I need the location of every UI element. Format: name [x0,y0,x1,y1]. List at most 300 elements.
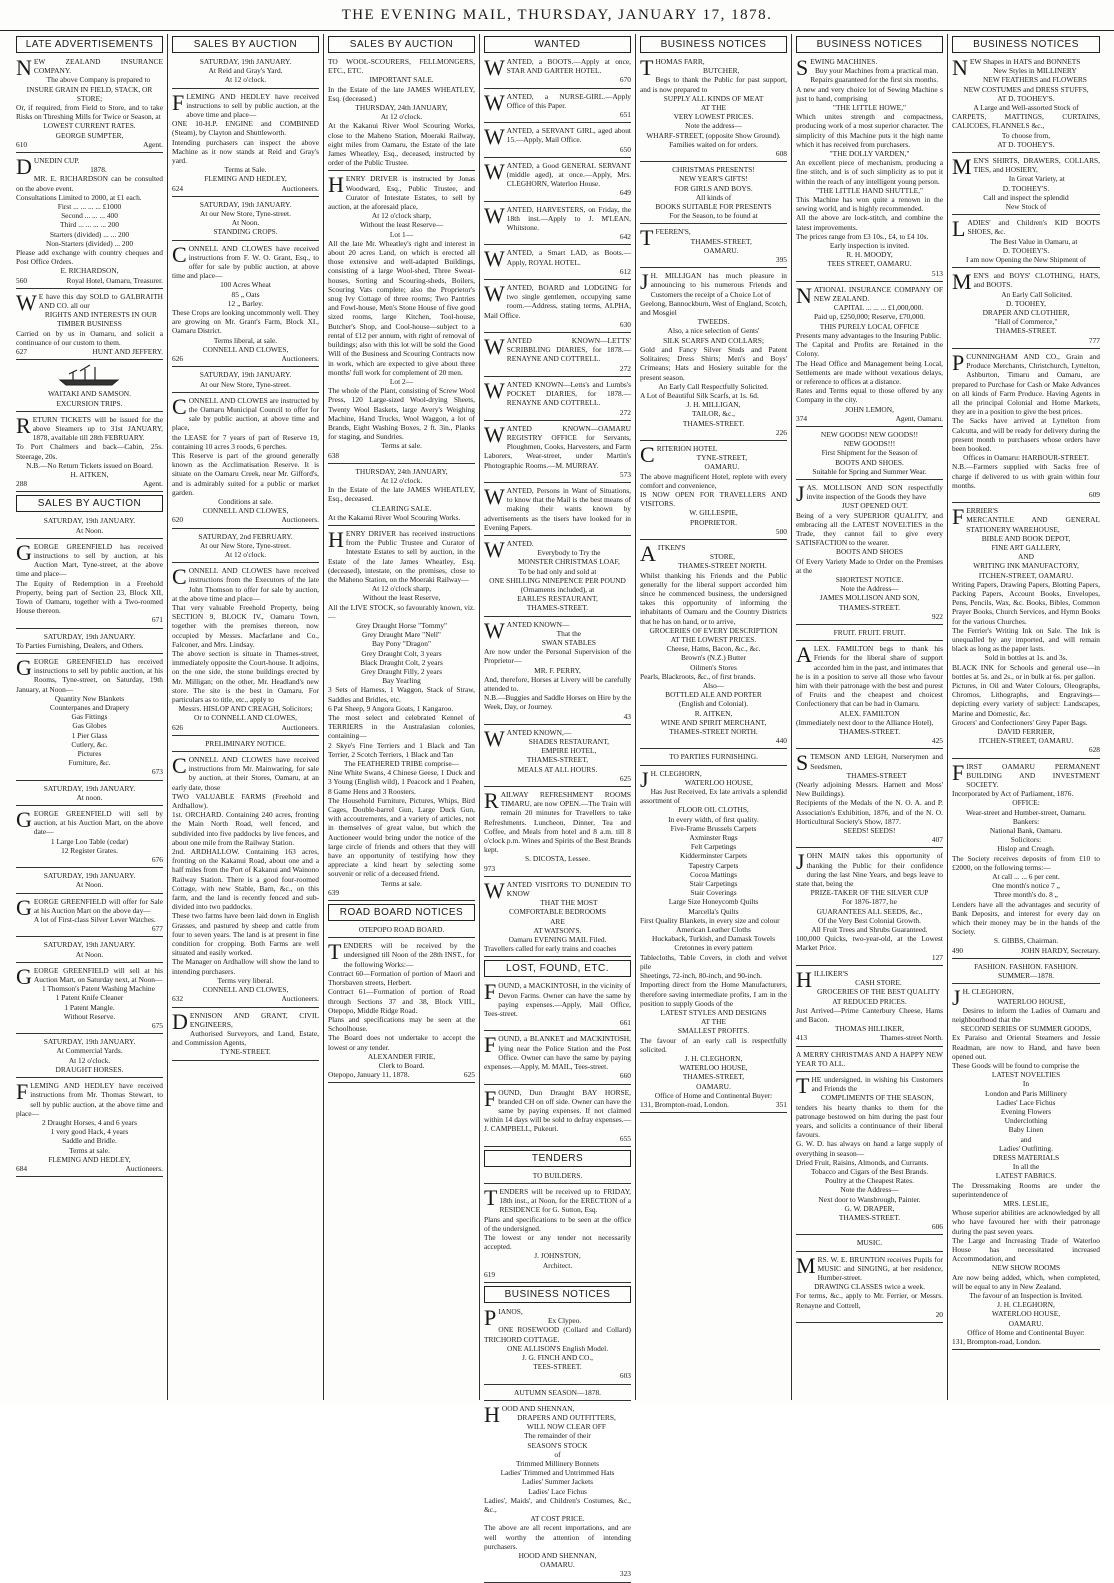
ad-number: 490 [952,945,964,955]
drop-cap: F [952,504,965,530]
ad-line: At Noon. [231,218,260,228]
ad-line: ONE SHILLING NINEPENCE PER POUND [489,575,626,585]
advertisement [16,539,163,625]
ad-number: 639 [328,887,340,897]
ad-signature: 351 [775,1099,787,1109]
ad-line: The Sacks have arrived at Lyttelton from Calcutta, and will be ready for delivery during the present month to purchasers whose orders have been booked. [952,416,1100,453]
ad-line: To Parties Furnishing, Dealers, and Others. [16,640,144,650]
ad-line: WHARF-STREET, (opposite Show Ground). [646,130,781,140]
advertisement [640,227,787,264]
ad-line: RS. W. E. BRUNTON receives Pupils for MUSIC and SINGING, at her residence, Humber-street. [817,1254,943,1282]
drop-cap: P [484,1304,497,1330]
ad-line: JOHN LEMON, [845,404,894,414]
ad-divider [16,805,163,806]
ad-divider [484,1030,631,1031]
ad-signature: 608 [775,149,787,159]
advertisement [16,1081,163,1173]
ad-line: LATEST STYLES AND DESIGNS [660,1007,767,1017]
ad-signature: Auctioneers. [281,183,319,193]
ad-number: 627 [16,347,28,357]
drop-cap: H [328,172,344,198]
ad-line: In all the [1012,1162,1040,1172]
ad-line: Ex Paraiso and Oriental Steamers and Jessie Readman, are now to Hand, and have been opened out. [952,1033,1100,1061]
section-header: LOST, FOUND, ETC. [484,960,631,977]
ad-line: Non-Starters (divided) ... 200 [45,238,134,248]
ad-line: EORGE GREENFIELD will offer for Sale at his Auction Mart on the above day— [33,896,163,915]
ad-line: Terms at sale. [381,441,422,451]
ad-line: Carried on by us in Oamaru, and solicit a continuance of our custom to them. [16,328,163,347]
drop-cap: J [952,985,961,1011]
ad-footer [172,723,319,732]
advertisement [640,766,787,1110]
ad-number: 413 [796,1033,808,1043]
ad-divider [16,152,163,153]
column-4 [480,34,636,1579]
ad-line: This Machine has won quite a renown in the sewing world, and is highly recommended. [796,195,943,214]
ad-line: Counterpanes and Drapery [49,702,130,712]
ad-line: OAMARU. [696,1081,731,1091]
ad-line: At 12 o'clock. [380,112,423,122]
ad-line: Bay Pony "Dragon" [372,639,431,649]
ad-line: In the Estate of the late JAMES WHEATLEY, Esq., deceased. [328,485,475,504]
advertisement [484,877,631,954]
ad-line: AT D. TOOHEY'S. [997,139,1055,149]
ad-line: Architect. [542,1260,573,1270]
ad-signature: 677 [151,924,163,934]
drop-cap: J [640,766,649,792]
ad-footer [484,1134,631,1143]
drop-cap: F [484,1032,497,1058]
ad-line: At 12 o'clock sharp, [371,211,432,221]
ad-line: Hislop and Creagh. [997,844,1055,854]
ad-signature: 407 [931,835,943,845]
column-5 [636,34,792,1400]
ad-line: IMPORTANT SALE. [369,75,434,85]
ad-line: CONNELL AND CLOWES, [202,506,289,516]
ad-line: The Dressmaking Rooms are under the superintendence of [952,1180,1100,1199]
steamship-illustration [16,363,163,387]
ad-line: Messrs. HISLOP AND CREAGH, Solicitors; [178,704,313,714]
ad-line: ENDERS will be received by the undersigned till Noon of the 28th INST., for the following Works:— [343,941,475,969]
ad-line: BOOKS SUITABLE FOR PRESENTS [655,202,772,212]
ad-divider [484,244,631,245]
advertisement [484,1304,631,1381]
ad-footer [640,428,787,437]
ad-line: PROPRIETOR. [690,517,737,527]
ad-signature: 513 [931,268,943,278]
advertisement [952,759,1100,955]
ad-divider [484,956,631,957]
ad-line: TO PARTIES FURNISHING. [669,752,758,762]
advertisement [640,752,787,761]
ad-line: THAMES-STREET. [682,418,745,428]
ad-line: Which unites strength and compactness, producing work of a most superior character. The simplicity of this Machine puts it the high name which it has received from purchasers. [796,112,943,149]
ad-divider [952,758,1100,759]
ad-line: EORGE GREENFIELD has received instructions to sell by auction, at his Auction Mart, Tyne-street, at the above time and place— [16,541,163,579]
ad-line: THAMES-STREET. [838,602,901,612]
drop-cap: G [16,963,32,989]
ad-line: MONSTER CHRISTMAS LOAF, [517,557,620,567]
ad-number: 619 [484,1269,496,1279]
ad-signature: 625 [619,773,631,783]
advertisement [172,739,319,748]
ad-divider [796,281,943,282]
ad-line: At 12 o'clock. [380,475,423,485]
ad-footer [328,1070,475,1079]
ad-line: A MERRY CHRISTMAS AND A HAPPY NEW YEAR TO ALL. [796,1049,943,1068]
advertisement [484,1034,631,1080]
ad-footer [16,615,163,624]
ad-line: Suitable for Spring and Summer Wear. [812,466,927,476]
ad-line: "THE DOLLY VARDEN," [829,149,910,159]
ad-line: THAMES-STREET [846,770,907,780]
ad-signature: Royal Hotel, Oamaru, Treasurer. [66,275,163,285]
ad-line: American Leather Cloths [676,925,751,935]
ad-line: ITCHEN-STREET, OAMARU. [978,736,1074,746]
ad-divider [16,359,163,360]
ad-number: 632 [172,994,184,1004]
drop-cap: N [796,282,812,308]
ad-line: PRELIMINARY NOTICE. [205,738,286,748]
ad-divider [640,440,787,441]
ad-signature: 440 [775,736,787,746]
ad-divider [796,847,943,848]
ad-line: UNEDIN CUP. [33,156,80,166]
ad-line: Also, a nice selection of Gents' [667,326,760,336]
advertisement [484,981,631,1027]
ad-signature: 676 [151,855,163,865]
ad-line: ILLIKER'S [813,968,849,978]
advertisement [952,271,1100,345]
advertisement [484,336,631,373]
ad-signature: 226 [775,427,787,437]
ad-signature: Auctioneers. [281,515,319,525]
ad-line: Being of a very SUPERIOR QUALITY, and embracing all the LATEST NOVELTIES in the Trade, they cannot fail to give every SATISFACTION to the wearer. [796,510,943,548]
advertisement [796,57,943,278]
ad-line: Please add exchange with country cheques and Post Office Orders. [16,248,163,267]
ad-divider [796,1251,943,1252]
ad-line: WATERLOO HOUSE, [679,1063,748,1073]
ad-line: Office of Home and Continental Buyer: [967,1327,1085,1337]
ad-number: 374 [796,413,808,423]
ad-divider [484,876,631,877]
advertisement [16,1037,163,1074]
ad-line: FLOOR OIL CLOTHS, [678,805,749,815]
ad-line: THAMES-STREET, [690,236,752,246]
advertisement [952,349,1100,499]
drop-cap: F [952,759,965,785]
ad-line: These Goods will be found to comprise the [952,1060,1080,1070]
ad-line: ALEX. FAMILTON [839,708,900,718]
ad-line: In Great Variety, at [1008,174,1065,184]
drop-cap: H [328,526,344,552]
ad-line: Or to CONNELL AND CLOWES, [194,713,297,723]
column-7 [948,34,1104,1400]
ad-divider [16,411,163,412]
ad-line: New Stock of [1005,202,1047,212]
ad-line: An Early Call Respectfully Solicited. [658,381,769,391]
ad-line: LEMING AND HEDLEY have received instructions from Mr. Thomas Stewart, to sell by public auction, at the above time and place— [16,1081,163,1118]
ad-line: 100,000 Quicks, two-year-old, at the Lowest Market Price. [796,934,943,953]
ad-line: ENDERS will be received up to FRIDAY, 18th inst., at Noon, for the ERECTION of a RESIDENCE for G. Sutton, Esq. [499,1186,631,1215]
ad-number: Otepopo, January 11, 1878. [328,1070,410,1080]
ad-line: AT COST PRICE. [530,1514,585,1524]
ad-line: Bankers: [1012,816,1040,826]
ad-divider [952,983,1100,984]
advertisement [952,987,1100,1346]
drop-cap: G [16,807,32,833]
drop-cap: W [484,89,505,115]
ad-divider [640,1112,787,1113]
ad-line: J. H. CLEGHORN, [997,1300,1055,1310]
advertisement [16,156,163,285]
ad-line: H. CLEGHORN, [650,768,702,778]
ad-line: SHADES RESTAURANT, [528,737,609,746]
ad-line: LATEST NOVELTIES [991,1070,1061,1080]
advertisement [484,536,631,613]
advertisement [484,248,631,276]
ad-line: Felt Carpetings [690,842,737,852]
ad-line: Cheese, Hams, Bacon, &c., &c. [666,644,761,654]
drop-cap: D [172,1008,188,1034]
ad-footer [796,414,943,423]
drop-cap: C [172,393,187,419]
ad-line: EXCURSION TRIPS. [56,398,123,408]
ad-line: BLACK INK for Schools and general use—in bottles at 5s. and 2s., or in bulk at 6s. per gallon. [952,662,1100,681]
ad-line: DRAPERS AND OUTFITTERS, [517,1412,616,1422]
ad-line: EMPIRE HOTEL, [541,746,597,756]
ad-footer [16,767,163,776]
advertisement [172,89,319,193]
ad-line: AND [1017,552,1034,562]
ad-signature: 671 [151,615,163,625]
section-header: BUSINESS NOTICES [640,36,787,53]
advertisement [640,165,787,220]
advertisement [16,632,163,650]
ad-line: Note the address— [685,121,742,131]
ad-line: 3 Sets of Harness, 1 Waggon, Stack of Straw, Saddles and Bridles, etc. [328,685,475,704]
advertisement [328,526,475,897]
ad-line: MEALS AT ALL HOURS. [517,764,598,774]
ad-footer [952,336,1100,345]
ad-line: In [1022,1079,1030,1089]
ad-line: H. CLEGHORN, [962,987,1014,997]
ad-footer [484,774,631,783]
drop-cap: W [16,289,37,315]
ad-line: CAPITAL ... ... ... £1,000,000. [833,303,924,313]
ad-line: Families waited on for orders. [669,139,758,149]
advertisement [796,1252,943,1319]
ad-divider [484,88,631,89]
advertisement [484,725,631,783]
ad-divider [484,786,631,787]
ad-line: The FEATHERED TRIBE comprise— [343,759,460,769]
ad-signature: 20 [935,1309,943,1319]
ad-signature: Auctioneers. [125,1163,163,1173]
ad-signature: HUNT AND JEFFERY. [92,347,163,357]
ad-line: 1 Patent Knife Cleaner [55,993,124,1003]
ad-signature: Thames-street North. [880,1033,943,1043]
advertisement [484,283,631,329]
ad-line: At 12 o'clock. [224,75,267,85]
section-header: SALES BY AUCTION [16,495,163,512]
ad-line: Plans and specifications may be seen at the Schoolhouse. [328,1014,475,1034]
ad-signature: 603 [619,1371,631,1381]
ad-line: The above magnificent Hotel, replete with every comfort and convenience, [640,471,787,490]
ad-line: The prices range from £3 10s., £4, to £4 10s. [796,231,929,241]
ad-line: EORGE GREENFIELD will sell by auction, at his Auction Mart, on the above date— [33,809,163,837]
ad-line: SATURDAY, 19th JANUARY. [43,516,136,526]
ad-line: National Bank, Oamaru. [989,826,1063,836]
drop-cap: T [640,225,654,251]
drop-cap: A [796,642,812,668]
ad-signature: 670 [619,75,631,85]
ad-line: R. H. MOODY, [846,250,893,260]
ad-line: N.B.—No Return Tickets issued on Board. [26,460,153,470]
column-6 [792,34,948,1400]
ad-line: To be had only and sold at [518,566,597,576]
ad-line: ANTED KNOWN— [506,619,570,629]
ad-line: The Large and Increasing Trade of Waterloo House has necessitated increased Accommodation, and [952,1235,1100,1264]
ad-line: OTEPOPO ROAD BOARD. [358,925,445,935]
ad-line: Ladies' Lace Fichus [996,1097,1056,1107]
column-2 [168,34,324,1400]
ad-line: SEASON'S STOCK [527,1440,588,1450]
ad-line: PRIZE-TAKER OF THE SILVER CUP [810,888,929,898]
drop-cap: W [484,246,505,272]
ad-line: NEW COSTUMES and DRESS STUFFS, [963,84,1089,94]
ad-divider [952,958,1100,959]
advertisement [484,1171,631,1180]
ad-line: G. W. DRAPER, [844,1203,895,1213]
ad-line: OUND, Dun Draught BAY HORSE, branded CH on off side. Owner can have the same by paying expenses. If not claimed within 14 days will be sold to defray expenses.—J. CAMPBELL, Pukeuri. [484,1087,631,1134]
ad-signature: 922 [931,611,943,621]
ad-divider [484,535,631,536]
ad-line: EW ZEALAND INSURANCE COMPANY. [33,57,163,76]
ad-signature: 127 [931,952,943,962]
ad-line: ONE 10-H.P. ENGINE and COMBINED (Steam), by Clayton and Shuttleworth. [172,119,319,138]
ad-line: (Immediately next door to the Alliance Hotel), [796,717,934,727]
ad-line: All the late Mr. Wheatley's right and interest in about 20 acres Land, on which is erected all those extensive and well-adapted Buildings, consisting of a large Wool-shed, Three Sweat-houses, Sorting and Scouring-sheds, Boilers, Scouring Vats complete; also the Proprietor's snug Ivy Cottage of three rooms; Two Pantries and Fowl-house, Men's Stone House of five good sized rooms, large Kitchen, Tool-house, Butcher's Shop, and Cool-house—subject to a rental of £12 per annum, with right of removal of buildings; also with this lot will be sold the Good Will of the Business and Scouring Contracts now in work, which are expected to give about three months' full work for complement of 20 men. [328,238,475,377]
ad-footer [507,145,631,154]
ad-line: DRESS MATERIALS [992,1152,1060,1162]
drop-cap: M [796,1252,816,1278]
ad-line: Cutlery, &c. [71,739,108,749]
advertisement [796,1050,943,1068]
advertisement [484,421,631,479]
ad-divider [16,936,163,937]
ad-number: 288 [16,479,28,489]
ad-divider [172,366,319,367]
ad-line: "THE LITTLE HAND SHUTTLE," [815,185,924,195]
drop-cap: W [484,483,505,509]
ad-footer [484,1270,631,1279]
ad-line: Starters (divided) ... ... 200 [49,229,130,239]
drop-cap: F [484,979,497,1005]
ad-signature: Auctioneers. [281,722,319,732]
advertisement [172,566,319,732]
ad-line: SATURDAY, 19th JANUARY. [43,631,136,641]
advertisement [796,430,943,476]
drop-cap: T [640,55,654,80]
ad-line: Kidderminster Carpets [679,851,748,861]
ad-line: AT D. TOOHEY'S. [997,93,1055,103]
ad-footer [952,745,1100,754]
advertisement [484,1184,631,1279]
ad-line: Begs to thank the Public for past support, and is now prepared to [640,75,787,94]
advertisement [796,851,943,961]
ad-line: Recipients of the Medals of the N. O. A. and P. Association's Exhibition, 1876, and of the N. O. Horticultural Society's Show, 1877. [796,798,943,826]
drop-cap: W [484,725,505,751]
ad-footer [484,1569,631,1578]
section-header: TENDERS [484,1150,631,1167]
advertisement [328,467,475,522]
ad-footer [952,946,1100,955]
ad-line: Evening Flowers [1000,1106,1052,1116]
ad-line: Stair Coverings [690,888,737,898]
ad-line: (Nearly adjoining Messrs. Harnett and Moss' New Buildings). [796,780,943,799]
ad-line: Black Draught Colt, 2 years [360,657,443,667]
ad-line: ANTED KNOWN—Letts's and Lumbs's POCKET DIARIES, for 1878.—RENAYNE AND COTTRELL. [506,379,631,408]
ad-line: 1 Pier Glass [71,730,108,740]
drop-cap: J [796,849,805,875]
drop-cap: W [484,421,505,447]
ad-divider [640,748,787,749]
ad-divider [484,1582,631,1583]
ad-divider [484,420,631,421]
ad-line: 12 Register Grates. [61,845,118,855]
ad-line: Intending purchasers can inspect the above Machine as it now stands at Reid and Gray's yard. [172,137,319,166]
ad-line: EWING MACHINES. [810,57,878,66]
ad-line: ETURN TICKETS will be issued for the above Steamers up to 31st JANUARY, 1878, available till 28th FEBRUARY. [32,414,163,443]
ad-footer [507,75,631,84]
ad-line: A Lot of Beautiful Silk Scarfs, at 1s. 6d. [640,390,759,400]
ad-footer [952,1337,1100,1346]
ad-line: Incorporated by Act of Parliament, 1876. [952,789,1074,799]
ad-divider [484,1183,631,1184]
ad-footer [484,320,631,329]
ad-line: The favour of an Inspection is Invited. [969,1291,1083,1300]
ad-divider [16,628,163,629]
ad-footer [328,888,475,897]
ad-footer [796,835,943,844]
ad-divider [16,1176,163,1177]
ad-line: 1 Thomson's Patent Washing Machine [41,984,155,994]
ad-line: the LEASE for 7 years of part of Reserve 19, containing 10 acres 3 roods, 6 perches. [172,432,319,451]
ad-line: BOOTS AND SHOES [836,547,903,557]
ad-line: Stair Carpetings [689,879,738,889]
advertisement [484,1388,631,1397]
ad-line: TIMBER BUSINESS [57,319,122,329]
ad-line: Terms at sale. [381,878,422,888]
ad-line: 1878. [90,165,107,175]
ad-footer [484,232,631,241]
drop-cap: S [796,750,809,776]
ad-line: Repairs guaranteed for the first six months. [810,75,939,85]
ad-divider [952,1349,1100,1350]
ad-line: 2 Draught Horses, 4 and 6 years [41,1117,138,1127]
ad-line: Marcella's Quilts [688,906,739,916]
ad-line: SATURDAY, 19th JANUARY. [199,57,292,66]
ad-line: Lot 2— [389,376,414,386]
ad-divider [16,491,163,492]
ad-line: Oilmen's Stores [690,662,737,672]
ad-line: Ladies' Lace Fichus [528,1486,587,1496]
ad-line: ANTED. [506,538,534,548]
ad-line: ANTED, a BOOTS.—Apply at once, STAR AND GARTER HOTEL. [506,57,631,76]
ad-divider [484,1384,631,1385]
ad-line: N.B.—Buggies and Saddle Horses on Hire by the Week, Day, or Journey. [484,693,631,712]
